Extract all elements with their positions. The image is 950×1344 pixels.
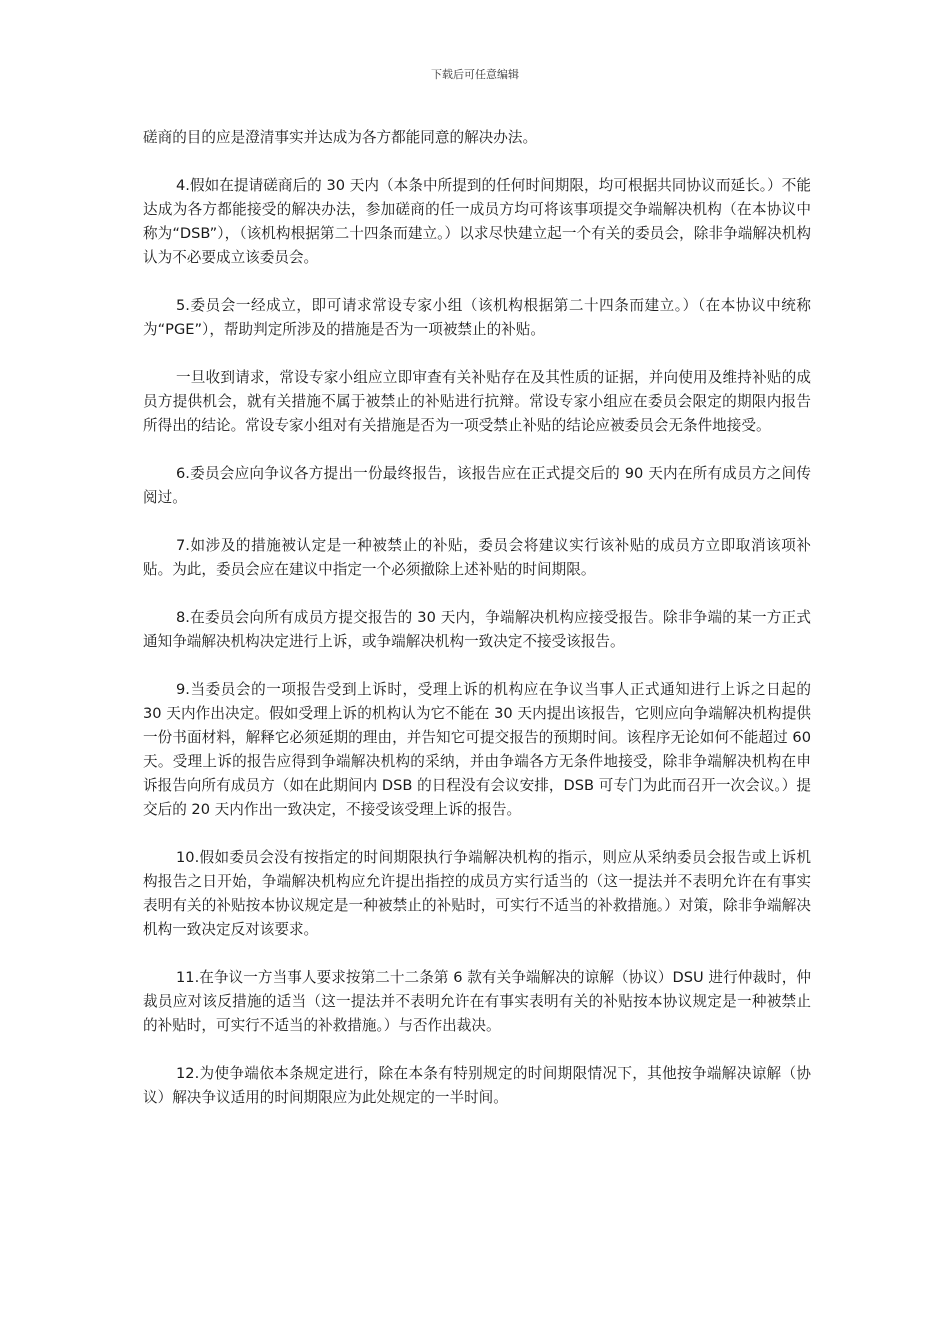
- paragraph-11: 11.在争议一方当事人要求按第二十二条第 6 款有关争端解决的谅解（协议）DSU 进行仲裁时，仲裁员应对该反措施的适当（这一提法并不表明允许在有事实表明有关的补贴按本协议规定是一种被禁止的补贴时，可实行不适当的补救措施。）与否作出裁决。: [143, 969, 811, 1034]
- paragraph-5: 5.委员会一经成立，即可请求常设专家小组（该机构根据第二十四条而建立。）（在本协议中统称为“PGE”），帮助判定所涉及的措施是否为一项被禁止的补贴。: [143, 297, 811, 338]
- paragraph-5-detail: 一旦收到请求，常设专家小组应立即审查有关补贴存在及其性质的证据，并向使用及维持补贴的成员方提供机会，就有关措施不属于被禁止的补贴进行抗辩。常设专家小组应在委员会限定的期限内报告所得出的结论。常设专家小组对有关措施是否为一项受禁止补贴的结论应被委员会无条件地接受。: [143, 369, 811, 434]
- paragraph-continuation: 磋商的目的应是澄清事实并达成为各方都能同意的解决办法。: [143, 129, 538, 146]
- paragraph-9: 9.当委员会的一项报告受到上诉时，受理上诉的机构应在争议当事人正式通知进行上诉之日起的 30 天内作出决定。假如受理上诉的机构认为它不能在 30 天内提出该报告，它则应向争端解决机构提供一份书面材料，解释它必须延期的理由，并告知它可提交报告的预期时间。该程序无论如何不能超过 60 天。受理上诉的报告应得到争端解决机构的采纳，并由争端各方无条件地接受，除非争端解决机构在申诉报告向所有成员方（如在此期间内 DSB 的日程没有会议安排，DSB 可专门为此而召开一次会议。）提交后的 20 天内作出一致决定，不接受该受理上诉的报告。: [143, 681, 811, 818]
- paragraph-6: 6.委员会应向争议各方提出一份最终报告，该报告应在正式提交后的 90 天内在所有成员方之间传阅过。: [143, 465, 811, 506]
- paragraph-8: 8.在委员会向所有成员方提交报告的 30 天内，争端解决机构应接受报告。除非争端的某一方正式通知争端解决机构决定进行上诉，或争端解决机构一致决定不接受该报告。: [143, 609, 811, 650]
- paragraph-10: 10.假如委员会没有按指定的时间期限执行争端解决机构的指示，则应从采纳委员会报告或上诉机构报告之日开始，争端解决机构应允许提出指控的成员方实行适当的（这一提法并不表明允许在有事实表明有关的补贴按本协议规定是一种被禁止的补贴时，可实行不适当的补救措施。）对策，除非争端解决机构一致决定反对该要求。: [143, 849, 811, 938]
- paragraph-4: 4.假如在提请磋商后的 30 天内（本条中所提到的任何时间期限，均可根据共同协议而延长。）不能达成为各方都能接受的解决办法，参加磋商的任一成员方均可将该事项提交争端解决机构（在本协议中称为“DSB”），（该机构根据第二十四条而建立。）以求尽快建立起一个有关的委员会，除非争端解决机构认为不必要成立该委员会。: [143, 177, 811, 266]
- paragraph-12: 12.为使争端依本条规定进行，除在本条有特别规定的时间期限情况下，其他按争端解决谅解（协议）解决争议适用的时间期限应为此处规定的一半时间。: [143, 1065, 811, 1106]
- document-body: [143, 126, 811, 1134]
- paragraph-7: 7.如涉及的措施被认定是一种被禁止的补贴，委员会将建议实行该补贴的成员方立即取消该项补贴。为此，委员会应在建议中指定一个必须撤除上述补贴的时间期限。: [143, 537, 811, 578]
- page-header: 下载后可任意编辑: [431, 68, 519, 81]
